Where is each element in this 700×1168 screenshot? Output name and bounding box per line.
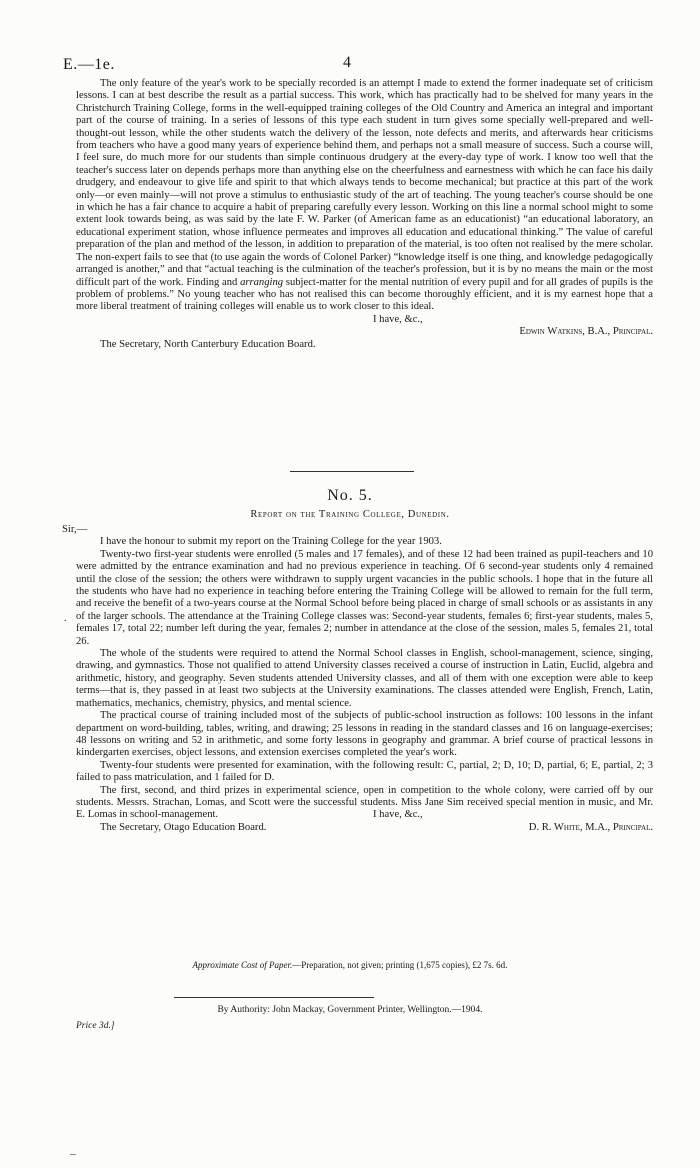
watkins-signature: Edwin Watkins, B.A., Principal.: [519, 326, 653, 338]
cost-of-paper: [0, 960, 700, 970]
authority-line: By Authority: John Mackay, Government Printer, Wellington.—1904.: [217, 1005, 483, 1015]
section-divider: [290, 471, 414, 472]
dunedin-closing: I have, &c.,: [373, 809, 423, 821]
watkins-addressee-row: [76, 339, 653, 351]
watkins-closing-row: [76, 314, 653, 326]
watkins-addressee: The Secretary, North Canterbury Education Board.: [100, 338, 316, 350]
report-paragraph-1: I have the honour to submit my report on the Training College for the year 1903.: [100, 536, 442, 548]
watkins-report: [76, 78, 653, 351]
scan-speck: [70, 1154, 76, 1155]
report-paragraph-4: The practical course of training included most of the subjects of public-school instruction as follows: 100 lessons in the infant department on word-building, tables, writing, and drawing; 25 lessons in reading in the standard classes and 16 on language-exercises; 48 lessons on writing and 52 in arithmetic, and some forty lessons in geography and grammar. A brief course of practical lessons in kindergarten exercises, object lessons, and extension exercises completed the year's work.: [76, 710, 653, 759]
watkins-paragraph: [76, 78, 653, 314]
watkins-closing: I have, &c.,: [373, 313, 423, 325]
report-paragraph-2: Twenty-two first-year students were enrolled (5 males and 17 females), and of these 12 had been trained as pupil-teachers and 10 were admitted by the entrance examination and had no previous experience in teaching. Of 6 second-year students only 4 remained until the close of the session; the others were withdrawn to supply urgent vacancies in the public schools. I hope that in the future all the students who have had no experience in teaching before entering the Training College will be allowed to remain for the full term, and receive the benefit of a two-years course at the Normal School before being placed in charge of small schools or as assistants in any of the larger schools. The attendance at the Training College classes was: Second-year students, females 6; first-year students, males 5, females 17, total 22; number left during the year, females 2; number in attendance at the close of the session, males 5, females 21, total 26.: [76, 548, 653, 647]
footer-divider: [174, 997, 374, 998]
price: Price 3d.]: [76, 1021, 115, 1031]
report-paragraph-5: Twenty-four students were presented for examination, with the following result: C, partial, 2; D, 10; D, partial, 6; E, partial, 2; 3 failed to pass matriculation, and 1 failed for D.: [76, 759, 653, 784]
cost-label: Approximate Cost of Paper.: [192, 960, 293, 970]
watkins-signature-row: [76, 326, 653, 338]
dunedin-report: [62, 524, 653, 834]
report-paragraph-3: The whole of the students were required to attend the Normal School classes in English, school-management, science, singing, drawing, and gymnastics. Those not qualified to attend University classes received a course of instruction in Latin, Euclid, algebra and arithmetic, history, and geography. Seven students attended University classes, and all of them with one exception were able to keep terms—that is, they passed in at least two subjects at the University examinations. The classes attended were English, French, Latin, mathematics, mechanics, chemistry, physics, and mental science.: [76, 648, 653, 709]
series-code: E.—1e.: [63, 56, 115, 73]
cost-text: —Preparation, not given; printing (1,675 copies), £2 7s. 6d.: [292, 960, 508, 970]
dunedin-closing-row: [76, 809, 653, 821]
watkins-emphasis: arranging: [240, 276, 284, 288]
salutation: Sir,—: [62, 524, 88, 535]
report-paragraph-6: The first, second, and third prizes in experimental science, open in competition to the whole colony, were carried off by our students. Messrs. Strachan, Lomas, and Scott were the successful students. Miss Jane Sim received special mention in music, and Mr. E. Lomas in school-management.: [76, 784, 653, 821]
margin-mark: .: [64, 613, 67, 624]
watkins-paragraph-end: subject-matter for the mental nutrition of every pupil and for all grades of pupils is the problem of problems.” No young teacher who has not realised this can become thoroughly efficient, and it is my earnest hope that a more liberal treatment of training colleges will enable us to work closer to this ideal.: [76, 276, 653, 313]
dunedin-signature: D. R. White, M.A., Principal.: [528, 821, 653, 833]
watkins-paragraph-text: The only feature of the year's work to be specially recorded is an attempt I made to extend the former inadequate set of criticism lessons. I can at best describe the result as a partial success. This work, which has practically had to be shelved for many years in the Christchurch Training College, forms in the well-equipped training colleges of the Old Country and America an integral and important part of the course of training. In a series of lessons of this type each student in turn gives some specially well-prepared and well-thought-out lesson, while the other students watch the delivery of the lesson, note defects and merits, and afterwards hear criticisms from teachers who have a good many years of experience behind them, and perhaps not a small measure of success. Such a course will, I feel sure, do much more for our students than simple continuous drudgery at the every-day type of work. I know too well that the teacher's success later on depends perhaps more than anything else on the cheerfulness and earnestness with which he can face his daily drudgery, and endeavour to give life and spirit to that which always tends to become mechanical; but practice at this part of the work only—or even mainly—will not prove a stimulus to enthusiastic study of the art of teaching. The young teacher's course should be one in which he has a fair chance to acquire a habit of preparing carefully every lesson. Working on this line a normal school might to some extent look towards being, as was said by the late F. W. Parker (of American fame as an educationist) “an educational laboratory, an educational experiment station, whose influence permeates and improves all education and educational thinking.” The value of careful preparation of the plan and method of the lesson, in addition to preparation of the material, is too often not realised by the mere scholar. The non-expert fails to see that (to use again the words of Colonel Parker) “knowledge itself is one thing, and knowledge pedagogically arranged is another,” and that “actual teaching is the culmination of the teacher's profession, but it is by no means the main or the most difficult part of the work. Finding and: [76, 78, 653, 288]
dunedin-addressee: The Secretary, Otago Education Board.: [100, 821, 267, 833]
report-number: No. 5.: [327, 487, 373, 504]
dunedin-signoff-row: [76, 822, 653, 834]
page-number: 4: [343, 54, 351, 71]
report-title: Report on the Training College, Dunedin.: [250, 509, 450, 520]
